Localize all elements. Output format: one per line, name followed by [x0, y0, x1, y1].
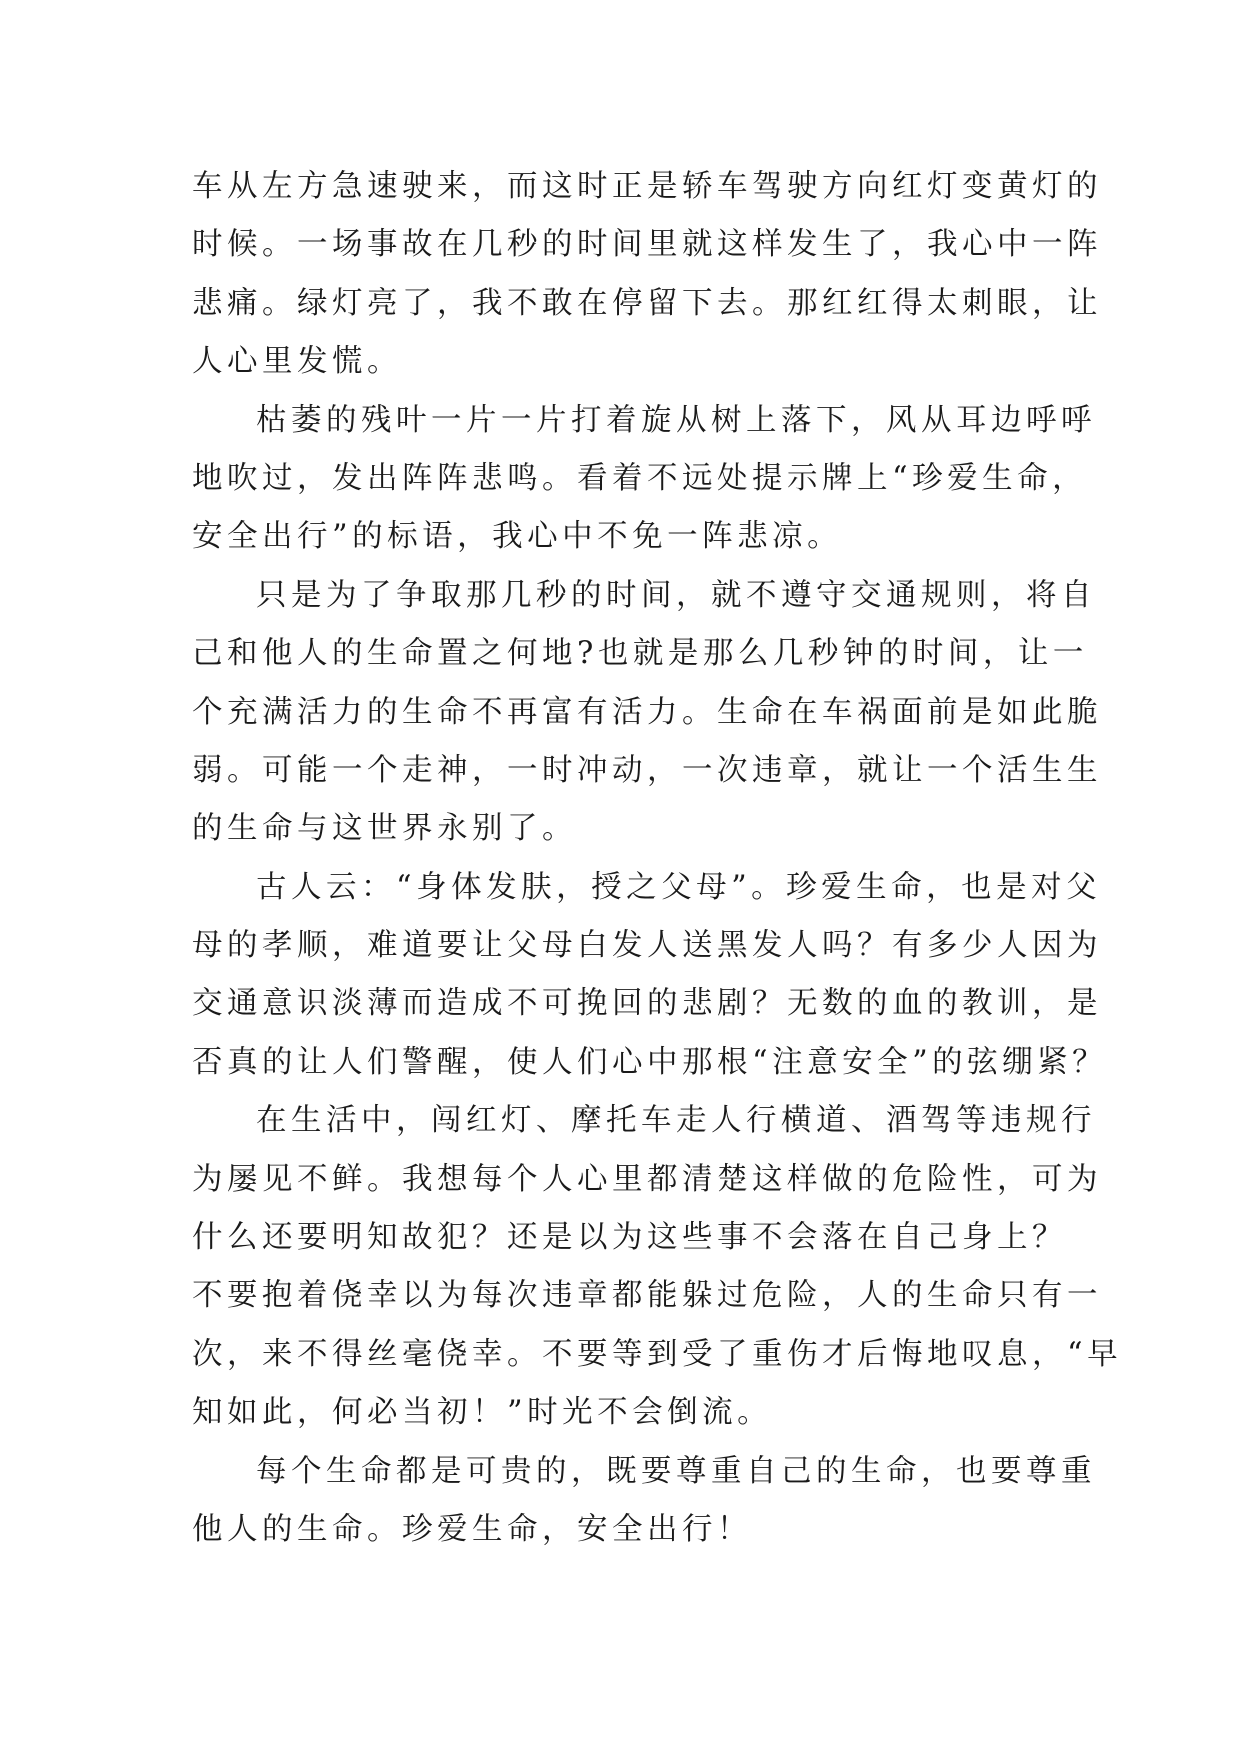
document-body	[192, 158, 1123, 1559]
paragraph-start-line: 在生活中，闯红灯、摩托车走人行横道、酒驾等违规行	[256, 1103, 1096, 1139]
text-line: 悲痛。绿灯亮了，我不敢在停留下去。那红红得太刺眼，让	[192, 285, 1102, 321]
paragraph-start-line: 每个生命都是可贵的，既要尊重自己的生命，也要尊重	[256, 1453, 1096, 1489]
text-line: 个充满活力的生命不再富有活力。生命在车祸面前是如此脆	[192, 694, 1102, 730]
text-line: 母的孝顺，难道要让父母白发人送黑发人吗？有多少人因为	[192, 928, 1102, 964]
text-line: 的生命与这世界永别了。	[192, 811, 577, 847]
text-line: 己和他人的生命置之何地?也就是那么几秒钟的时间，让一	[192, 636, 1088, 672]
text-line: 不要抱着侥幸以为每次违章都能躲过危险，人的生命只有一	[192, 1278, 1102, 1314]
text-line: 交通意识淡薄而造成不可挽回的悲剧？无数的血的教训，是	[192, 986, 1102, 1022]
paragraph-start-line: 枯萎的残叶一片一片打着旋从树上落下，风从耳边呼呼	[256, 402, 1096, 438]
text-line: 他人的生命。珍爱生命，安全出行！	[192, 1511, 752, 1547]
text-line: 什么还要明知故犯？还是以为这些事不会落在自己身上？	[192, 1220, 1067, 1256]
text-line: 否真的让人们警醒，使人们心中那根“注意安全”的弦绷紧？	[192, 1044, 1108, 1080]
text-line: 弱。可能一个走神，一时冲动，一次违章，就让一个活生生	[192, 752, 1102, 788]
text-line: 知如此，何必当初！”时光不会倒流。	[192, 1395, 773, 1431]
text-line: 人心里发慌。	[192, 344, 402, 380]
text-line: 地吹过，发出阵阵悲鸣。看着不远处提示牌上“珍爱生命，	[192, 460, 1088, 496]
text-line: 车从左方急速驶来，而这时正是轿车驾驶方向红灯变黄灯的	[192, 169, 1102, 204]
paragraph-start-line: 古人云：“身体发肤，授之父母”。珍爱生命，也是对父	[256, 869, 1102, 905]
paragraph-start-line: 只是为了争取那几秒的时间，就不遵守交通规则，将自	[256, 577, 1096, 613]
text-line: 时候。一场事故在几秒的时间里就这样发生了，我心中一阵	[192, 227, 1102, 263]
text-line: 次，来不得丝毫侥幸。不要等到受了重伤才后悔地叹息，“早	[192, 1336, 1123, 1372]
text-line: 为屡见不鲜。我想每个人心里都清楚这样做的危险性，可为	[192, 1161, 1102, 1197]
text-line: 安全出行”的标语，我心中不免一阵悲凉。	[192, 519, 843, 555]
